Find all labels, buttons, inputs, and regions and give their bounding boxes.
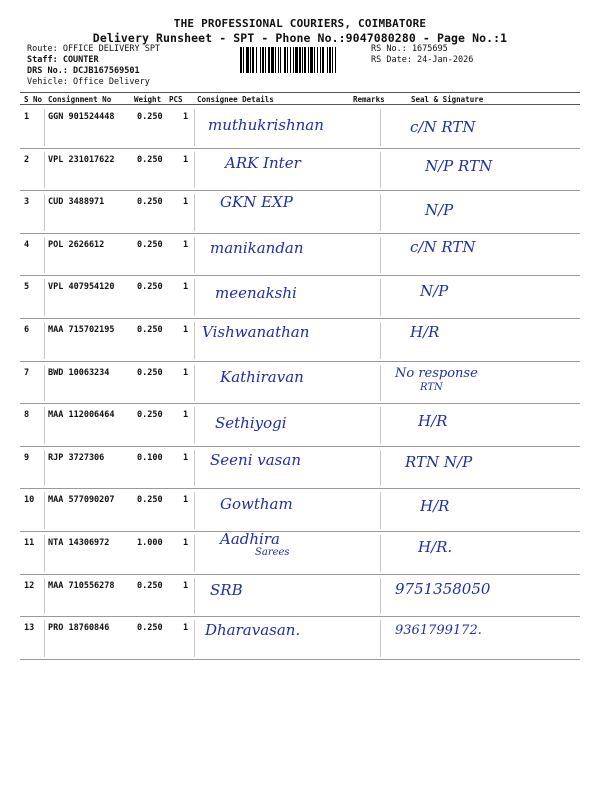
pcs-value: 1	[183, 367, 189, 378]
column-divider	[194, 620, 195, 657]
serial-number: 1	[24, 112, 30, 122]
column-divider	[194, 365, 195, 402]
column-divider	[44, 407, 45, 444]
consignee-handwriting: Vishwanathan	[202, 323, 310, 341]
serial-number: 10	[24, 495, 35, 506]
consignment-number: VPL 231017622	[48, 154, 115, 165]
column-divider	[44, 578, 45, 615]
consignee-handwriting: meenakshi	[215, 284, 297, 303]
table-row	[0, 106, 600, 149]
column-divider	[380, 322, 381, 359]
seal-handwriting: H/R	[410, 323, 440, 341]
column-divider	[380, 194, 381, 231]
weight-value: 0.250	[137, 112, 163, 122]
drs-label: DRS No.: DCJB167569501	[27, 66, 140, 76]
pcs-value: 1	[183, 623, 189, 634]
serial-number: 11	[24, 538, 35, 548]
rs-info	[371, 44, 473, 66]
column-divider	[194, 535, 195, 572]
pcs-value: 1	[183, 239, 189, 250]
weight-value: 0.250	[137, 410, 163, 421]
consignment-number: NTA 14306972	[48, 538, 110, 548]
column-divider	[380, 578, 381, 615]
pcs-value: 1	[183, 325, 189, 335]
weight-value: 0.250	[137, 197, 163, 208]
serial-number: 7	[24, 367, 30, 378]
table-row	[0, 149, 600, 192]
pcs-value: 1	[183, 154, 189, 165]
document-subtitle: Delivery Runsheet - SPT - Phone No.:9047080280 - Page No.:1	[92, 31, 508, 45]
serial-number: 9	[24, 452, 30, 463]
table-row	[0, 319, 600, 362]
column-divider	[44, 279, 45, 316]
column-divider	[380, 152, 381, 189]
pcs-value: 1	[183, 112, 189, 122]
serial-number: 3	[24, 197, 30, 208]
table-row	[0, 362, 600, 405]
consignment-number: RJP 3727306	[48, 452, 105, 463]
consignment-number: GGN 901524448	[48, 112, 115, 122]
column-divider	[44, 365, 45, 402]
consignment-number: MAA 577090207	[48, 495, 115, 506]
consignee-handwriting: Dharavasan.	[205, 621, 301, 640]
seal-handwriting: H/R.	[418, 538, 453, 556]
column-divider	[44, 237, 45, 274]
staff-label: Staff: COUNTER	[27, 55, 99, 65]
serial-number: 13	[24, 623, 35, 634]
column-divider	[194, 450, 195, 487]
route-info	[27, 44, 160, 88]
column-divider	[44, 109, 45, 146]
col-sno: S No	[24, 95, 43, 104]
serial-number: 6	[24, 325, 30, 335]
column-divider	[44, 450, 45, 487]
serial-number: 5	[24, 282, 30, 293]
column-divider	[380, 535, 381, 572]
column-divider	[194, 237, 195, 274]
column-divider	[380, 237, 381, 274]
weight-value: 1.000	[137, 538, 163, 548]
serial-number: 8	[24, 410, 30, 421]
weight-value: 0.250	[137, 367, 163, 378]
pcs-value: 1	[183, 410, 189, 421]
seal-handwriting: 9751358050	[395, 579, 491, 598]
consignment-number: MAA 715702195	[48, 325, 115, 335]
weight-value: 0.250	[137, 623, 163, 634]
header-bottom-rule	[20, 104, 580, 105]
consignee-handwriting-line2: Sarees	[255, 547, 290, 558]
consignment-number: POL 2626612	[48, 239, 105, 250]
column-divider	[194, 152, 195, 189]
column-divider	[380, 620, 381, 657]
pcs-value: 1	[183, 197, 189, 208]
consignment-number: BWD 10063234	[48, 367, 110, 378]
pcs-value: 1	[183, 452, 189, 463]
column-divider	[380, 450, 381, 487]
serial-number: 12	[24, 580, 35, 591]
column-divider	[194, 407, 195, 444]
vehicle-label: Vehicle: Office Delivery	[27, 77, 150, 87]
consignee-handwriting: Aadhira	[220, 530, 280, 548]
seal-handwriting: 9361799172.	[395, 623, 482, 639]
col-weight: Weight	[134, 95, 162, 104]
consignment-number: CUD 3488971	[48, 197, 105, 208]
column-divider	[44, 322, 45, 359]
column-divider	[380, 407, 381, 444]
seal-handwriting: H/R	[418, 412, 448, 431]
seal-handwriting: c/N RTN	[410, 118, 476, 136]
col-remarks: Remarks	[353, 95, 385, 104]
column-divider	[380, 365, 381, 402]
rs-number: RS No.: 1675695	[371, 44, 448, 54]
seal-handwriting: N/P	[420, 282, 449, 301]
column-divider	[380, 279, 381, 316]
barcode-bar	[336, 47, 337, 73]
document-title: THE PROFESSIONAL COURIERS, COIMBATORE	[173, 17, 427, 30]
consignee-handwriting: Gowtham	[220, 495, 293, 514]
table-row	[0, 617, 600, 660]
serial-number: 4	[24, 239, 30, 250]
column-divider	[194, 322, 195, 359]
consignment-number: MAA 710556278	[48, 580, 115, 591]
col-consignee: Consignee Details	[197, 95, 274, 104]
pcs-value: 1	[183, 282, 189, 293]
consignee-handwriting: Sethiyogi	[215, 414, 287, 433]
row-divider	[20, 659, 580, 660]
column-divider	[194, 578, 195, 615]
header-top-rule	[20, 92, 580, 93]
col-consignment: Consignment No	[48, 95, 112, 104]
column-divider	[194, 194, 195, 231]
column-divider	[380, 492, 381, 529]
seal-handwriting: H/R	[420, 497, 450, 516]
consignee-handwriting: ARK Inter	[225, 153, 301, 172]
column-divider	[194, 109, 195, 146]
weight-value: 0.100	[137, 452, 163, 463]
weight-value: 0.250	[137, 325, 163, 335]
table-row	[0, 575, 600, 618]
serial-number: 2	[24, 154, 30, 165]
col-seal: Seal & Signature	[411, 95, 484, 104]
column-divider	[44, 620, 45, 657]
weight-value: 0.250	[137, 495, 163, 506]
table-row	[0, 447, 600, 490]
pcs-value: 1	[183, 580, 189, 591]
consignee-handwriting: manikandan	[210, 238, 304, 257]
col-pcs: PCS	[169, 95, 183, 104]
seal-handwriting: No response	[395, 365, 478, 381]
consignment-number: MAA 112006464	[48, 410, 115, 421]
column-divider	[44, 535, 45, 572]
table-row	[0, 532, 600, 575]
seal-handwriting: N/P	[425, 201, 454, 220]
column-divider	[194, 492, 195, 529]
pcs-value: 1	[183, 538, 189, 548]
consignee-handwriting: Seeni vasan	[210, 450, 301, 469]
barcode-image	[240, 47, 368, 73]
table-row	[0, 276, 600, 319]
column-divider	[44, 152, 45, 189]
weight-value: 0.250	[137, 282, 163, 293]
column-divider	[380, 109, 381, 146]
route-label: Route: OFFICE DELIVERY SPT	[27, 44, 161, 54]
consignment-number: VPL 407954120	[48, 282, 115, 293]
weight-value: 0.250	[137, 239, 163, 250]
table-row	[0, 234, 600, 277]
table-row	[0, 191, 600, 234]
seal-handwriting: c/N RTN	[410, 237, 476, 256]
seal-handwriting: RTN N/P	[405, 452, 473, 471]
consignment-number: PRO 18760846	[48, 623, 110, 634]
weight-value: 0.250	[137, 154, 163, 165]
column-divider	[44, 194, 45, 231]
pcs-value: 1	[183, 495, 189, 506]
weight-value: 0.250	[137, 580, 163, 591]
consignee-handwriting: GKN EXP	[220, 193, 293, 212]
seal-handwriting: N/P RTN	[425, 156, 493, 175]
consignee-handwriting: Kathiravan	[220, 367, 304, 386]
consignee-handwriting: SRB	[210, 580, 243, 599]
table-row	[0, 489, 600, 532]
consignee-handwriting: muthukrishnan	[208, 116, 324, 134]
column-divider	[44, 492, 45, 529]
table-row	[0, 404, 600, 447]
column-divider	[194, 279, 195, 316]
seal-handwriting-line2: RTN	[420, 381, 443, 393]
rs-date: RS Date: 24-Jan-2026	[371, 55, 474, 65]
